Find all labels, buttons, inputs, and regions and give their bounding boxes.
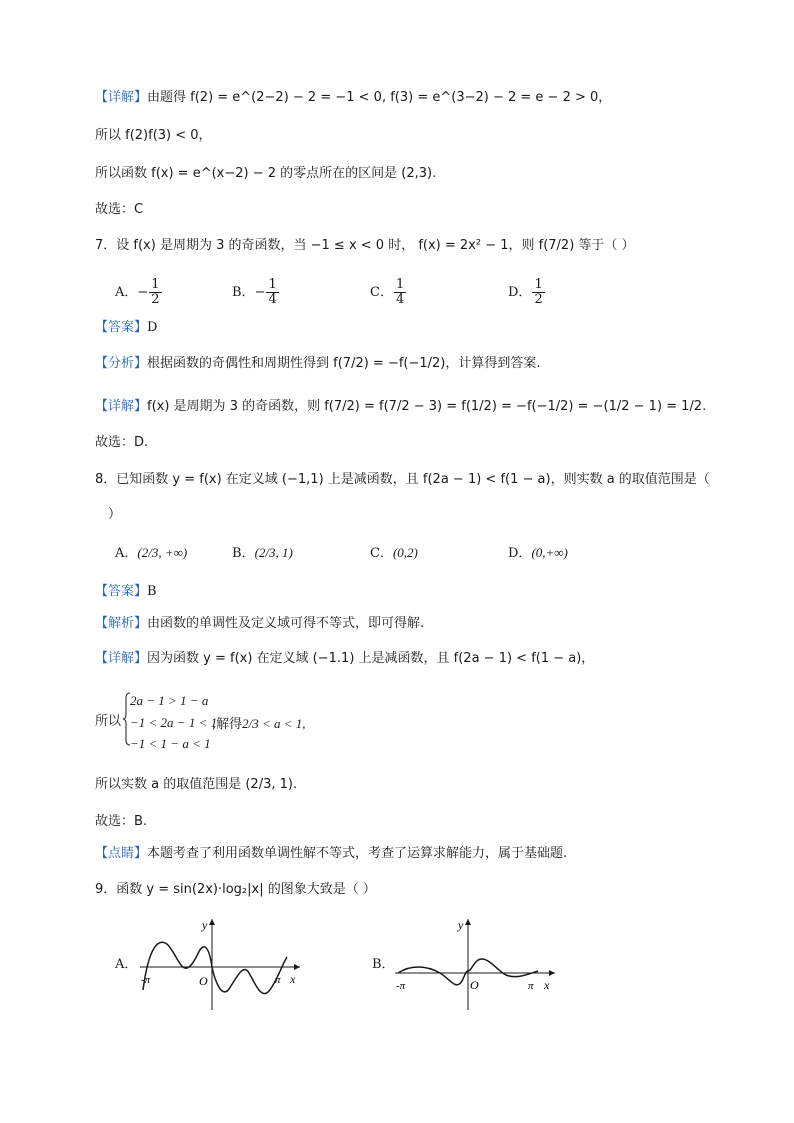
analysis-tag: 【解析】 xyxy=(95,616,148,631)
origin-label: O xyxy=(470,978,479,992)
q7-option-d-num: 1 xyxy=(534,277,543,292)
q7-option-d-den: 2 xyxy=(534,292,543,307)
q9-option-b-label: B． xyxy=(372,957,395,972)
answer-tag: 【答案】 xyxy=(95,584,148,599)
q8-range: 所以实数 a 的取值范围是 (2/3, 1). xyxy=(95,777,298,792)
q8-option-b-text: (2/3, 1) xyxy=(254,545,293,560)
y-label: y xyxy=(202,918,208,932)
q7-option-d-label: D． xyxy=(508,285,532,300)
q7-answer-line xyxy=(95,318,157,338)
q7-answer: D xyxy=(147,320,158,335)
q7-option-a-sign: − xyxy=(137,285,149,300)
q8-option-d-label: D． xyxy=(508,546,532,561)
x-arrow-icon xyxy=(549,970,555,976)
q8-detail: 因为函数 y = f(x) 在定义域 (−1.1) 上是减函数，且 f(2a − 1) < f(1 − a)， xyxy=(147,651,595,666)
q7-choice: 故选：D. xyxy=(95,435,149,450)
detail-text-1: 由题得 f(2) = e^(2−2) − 2 = −1 < 0, f(3) = e^(3−2) − 2 = e − 2 > 0， xyxy=(147,90,612,105)
q7-option-c-den: 4 xyxy=(395,292,405,307)
q8-answer: B xyxy=(147,584,157,599)
q8-option-a-text: (2/3, +∞) xyxy=(137,545,188,560)
answer-tag: 【答案】 xyxy=(95,320,148,335)
choice-line: 故选：C xyxy=(95,202,144,217)
q7-option-d-frac xyxy=(532,278,544,307)
y-arrow-icon xyxy=(209,919,215,925)
pi-label: π xyxy=(275,974,281,986)
q8-option-d xyxy=(508,543,568,564)
curve-a xyxy=(143,942,287,993)
q7-analysis: 根据函数的奇偶性和周期性得到 f(7/2) = −f(−1/2)，计算得到答案. xyxy=(147,356,541,371)
q7-option-c-num: 1 xyxy=(395,277,405,292)
q7-option-a-num: 1 xyxy=(151,277,160,292)
q8-answer-line xyxy=(95,582,157,602)
q9-graph-a xyxy=(135,915,305,1015)
detail-tag: 【详解】 xyxy=(95,399,148,414)
q8-comment-line xyxy=(95,844,567,864)
q8-comment: 本题考查了利用函数单调性解不等式，考查了运算求解能力，属于基础题. xyxy=(147,846,568,861)
neg-pi-label: -π xyxy=(396,980,406,992)
x-label: x xyxy=(290,972,296,986)
q7-option-b-label: B． xyxy=(232,285,255,300)
q8-option-c-text: (0,2) xyxy=(392,545,418,560)
detail-tag: 【详解】 xyxy=(95,651,148,666)
q7-option-a-label: A． xyxy=(115,285,138,300)
q9-stem: 9．函数 y = sin(2x)·log₂|x| 的图象大致是（ ） xyxy=(95,882,376,897)
q7-option-d xyxy=(508,278,546,307)
q7-option-a xyxy=(115,278,163,307)
detail-tag: 【详解】 xyxy=(95,90,148,105)
q8-choice: 故选：B. xyxy=(95,814,148,829)
q8-option-d-text: (0,+∞) xyxy=(531,545,568,560)
y-label: y xyxy=(458,918,464,932)
detail-line-3: 所以函数 f(x) = e^(x−2) − 2 的零点所在的区间是 (2,3). xyxy=(95,166,437,181)
neg-pi-label: -π xyxy=(141,974,151,986)
q8-solve-result: 2/3 < a < 1, xyxy=(242,716,306,731)
q7-analysis-line xyxy=(95,354,541,374)
q8-stem-end: ） xyxy=(108,507,122,522)
q7-option-a-frac xyxy=(149,278,161,307)
detail-line-2: 所以 f(2)f(3) < 0， xyxy=(95,128,212,143)
q7-option-c-label: C． xyxy=(370,285,393,300)
pi-label: π xyxy=(528,980,534,992)
q8-option-a xyxy=(115,543,187,564)
q9-graph-b xyxy=(390,915,560,1015)
q7-option-b-den: 4 xyxy=(268,292,277,307)
q7-detail-line xyxy=(95,397,706,417)
q8-sys-1: 2a − 1 > 1 − a xyxy=(130,693,209,708)
detail-line-1 xyxy=(95,88,611,108)
q8-analysis-line xyxy=(95,614,424,634)
q8-solve xyxy=(212,714,306,735)
x-arrow-icon xyxy=(294,964,300,970)
analysis-tag: 【分析】 xyxy=(95,356,148,371)
q8-sys-2: −1 < 2a − 1 < 1 xyxy=(130,715,218,730)
x-label: x xyxy=(544,978,550,992)
q7-option-b xyxy=(232,278,280,307)
q7-detail: f(x) 是周期为 3 的奇函数，则 f(7/2) = f(7/2 − 3) = f(1/2) = −f(−1/2) = −(1/2 − 1) = 1/2. xyxy=(147,399,707,414)
comment-tag: 【点睛】 xyxy=(95,846,148,861)
q8-option-b-label: B． xyxy=(232,546,255,561)
q8-analysis: 由函数的单调性及定义域可得不等式，即可得解. xyxy=(147,616,425,631)
q7-stem: 7．设 f(x) 是周期为 3 的奇函数，当 −1 ≤ x < 0 时， f(x) = 2x² − 1，则 f(7/2) 等于（ ） xyxy=(95,238,635,253)
q8-option-b xyxy=(232,543,293,564)
q8-option-a-label: A． xyxy=(115,546,138,561)
q8-detail-line xyxy=(95,649,594,669)
q8-option-c xyxy=(370,543,418,564)
q7-option-a-den: 2 xyxy=(151,292,160,307)
q7-option-c-frac xyxy=(394,278,406,307)
q8-sys-3: −1 < 1 − a < 1 xyxy=(130,736,211,751)
q9-option-a-label: A． xyxy=(115,957,138,972)
q7-option-b-num: 1 xyxy=(268,277,277,292)
origin-label: O xyxy=(199,974,208,988)
q7-option-b-frac xyxy=(266,278,278,307)
q7-option-c xyxy=(370,278,407,307)
q7-option-b-sign: − xyxy=(254,285,266,300)
q8-solve-prefix: ,解得 xyxy=(212,717,243,732)
y-arrow-icon xyxy=(465,919,471,925)
q8-so: 所以 xyxy=(95,714,122,729)
q8-stem: 8．已知函数 y = f(x) 在定义域 (−1,1) 上是减函数，且 f(2a − 1) < f(1 − a)，则实数 a 的取值范围是（ xyxy=(95,472,710,487)
q8-option-c-label: C． xyxy=(370,546,393,561)
